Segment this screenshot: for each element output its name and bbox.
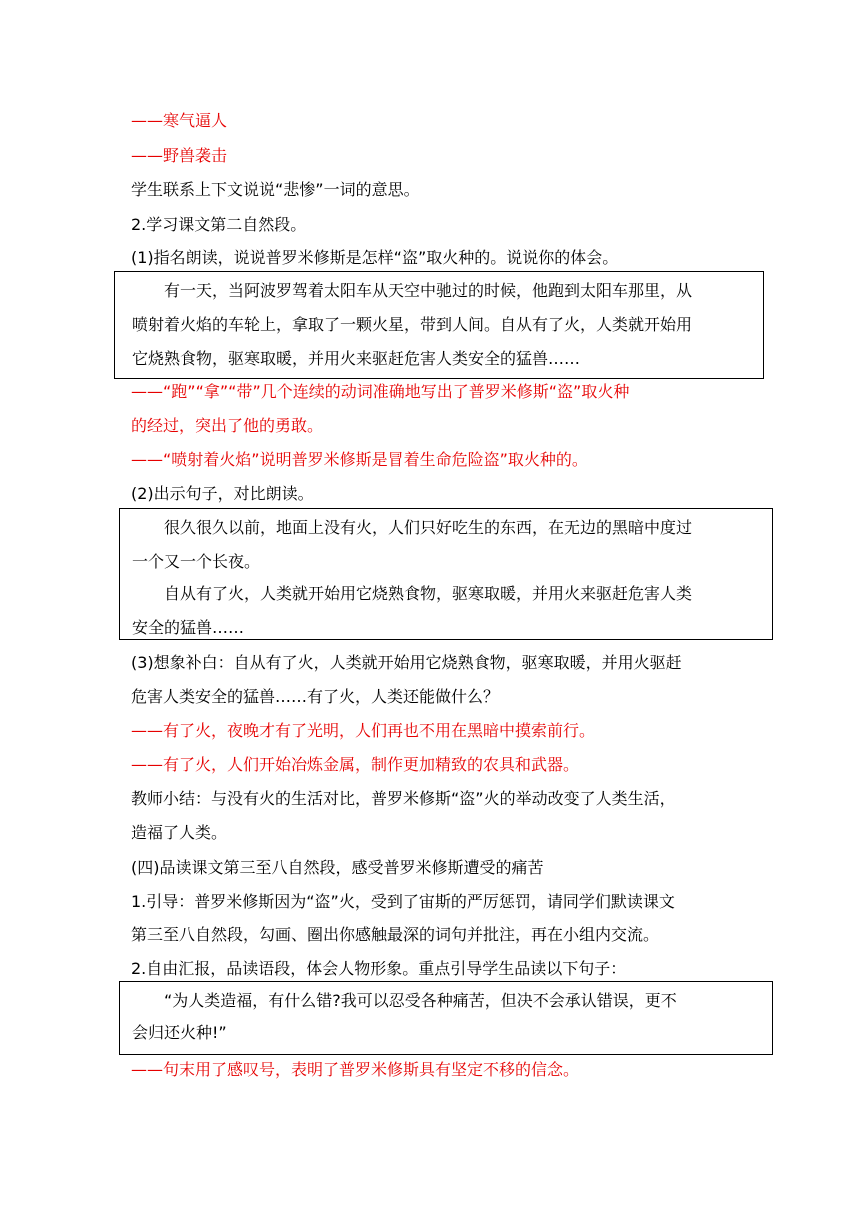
text-line: 第三至八自然段，勾画、圈出你感触最深的词句并批注，再在小组内交流。 bbox=[131, 925, 660, 944]
annotation-line: ——“喷射着火焰”说明普罗米修斯是冒着生命危险盗”取火种的。 bbox=[131, 450, 588, 469]
quote-line: 它烧熟食物，驱寒取暖，并用火来驱赶危害人类安全的猛兽…… bbox=[132, 349, 581, 368]
annotation-line: ——有了火，夜晚才有了光明，人们再也不用在黑暗中摸索前行。 bbox=[131, 721, 596, 740]
text-line: 造福了人类。 bbox=[131, 823, 228, 842]
annotation-line: ——有了火，人们开始冶炼金属，制作更加精致的农具和武器。 bbox=[131, 755, 580, 774]
text-line: 教师小结：与没有火的生活对比，普罗米修斯“盗”火的举动改变了人类生活， bbox=[131, 789, 676, 808]
quote-line: 喷射着火焰的车轮上，拿取了一颗火星，带到人间。自从有了火，人类就开始用 bbox=[132, 315, 693, 334]
annotation-line: ——句末用了感叹号，表明了普罗米修斯具有坚定不移的信念。 bbox=[131, 1060, 580, 1079]
quote-line: 很久很久以前，地面上没有火，人们只好吃生的东西，在无边的黑暗中度过 bbox=[132, 518, 693, 537]
text-line: (3)想象补白：自从有了火，人类就开始用它烧熟食物，驱寒取暖，并用火驱赶 bbox=[131, 653, 682, 672]
quote-line: 自从有了火，人类就开始用它烧熟食物，驱寒取暖，并用火来驱赶危害人类 bbox=[132, 584, 693, 603]
section-heading: (四)品读课文第三至八自然段，感受普罗米修斯遭受的痛苦 bbox=[131, 858, 544, 877]
text-line: 1.引导：普罗米修斯因为“盗”火，受到了宙斯的严厉惩罚，请同学们默读课文 bbox=[131, 892, 675, 911]
annotation-line: ——野兽袭击 bbox=[131, 146, 228, 165]
quote-box bbox=[114, 271, 764, 379]
quote-line: 一个又一个长夜。 bbox=[132, 552, 261, 571]
quote-line: 安全的猛兽…… bbox=[132, 618, 245, 637]
annotation-line: ——寒气逼人 bbox=[131, 111, 228, 130]
annotation-line: ——“跑”“拿”“带”几个连续的动词准确地写出了普罗米修斯“盗”取火种 bbox=[131, 382, 630, 401]
annotation-line: 的经过，突出了他的勇敢。 bbox=[131, 416, 324, 435]
quote-line: 有一天，当阿波罗驾着太阳车从天空中驰过的时候，他跑到太阳车那里，从 bbox=[132, 281, 693, 300]
quote-box bbox=[119, 981, 773, 1055]
text-line: 危害人类安全的猛兽……有了火，人类还能做什么？ bbox=[131, 687, 500, 706]
quote-line: 会归还火种!” bbox=[132, 1023, 227, 1042]
quote-line: “为人类造福，有什么错?我可以忍受各种痛苦，但决不会承认错误，更不 bbox=[132, 991, 677, 1010]
text-line: 学生联系上下文说说“悲惨”一词的意思。 bbox=[131, 180, 420, 199]
text-line: (1)指名朗读，说说普罗米修斯是怎样“盗”取火种的。说说你的体会。 bbox=[131, 248, 619, 267]
text-line: 2.自由汇报，品读语段，体会人物形象。重点引导学生品读以下句子： bbox=[131, 959, 627, 978]
section-heading: 2.学习课文第二自然段。 bbox=[131, 215, 307, 234]
quote-box bbox=[119, 508, 773, 640]
text-line: (2)出示句子，对比朗读。 bbox=[131, 484, 314, 503]
